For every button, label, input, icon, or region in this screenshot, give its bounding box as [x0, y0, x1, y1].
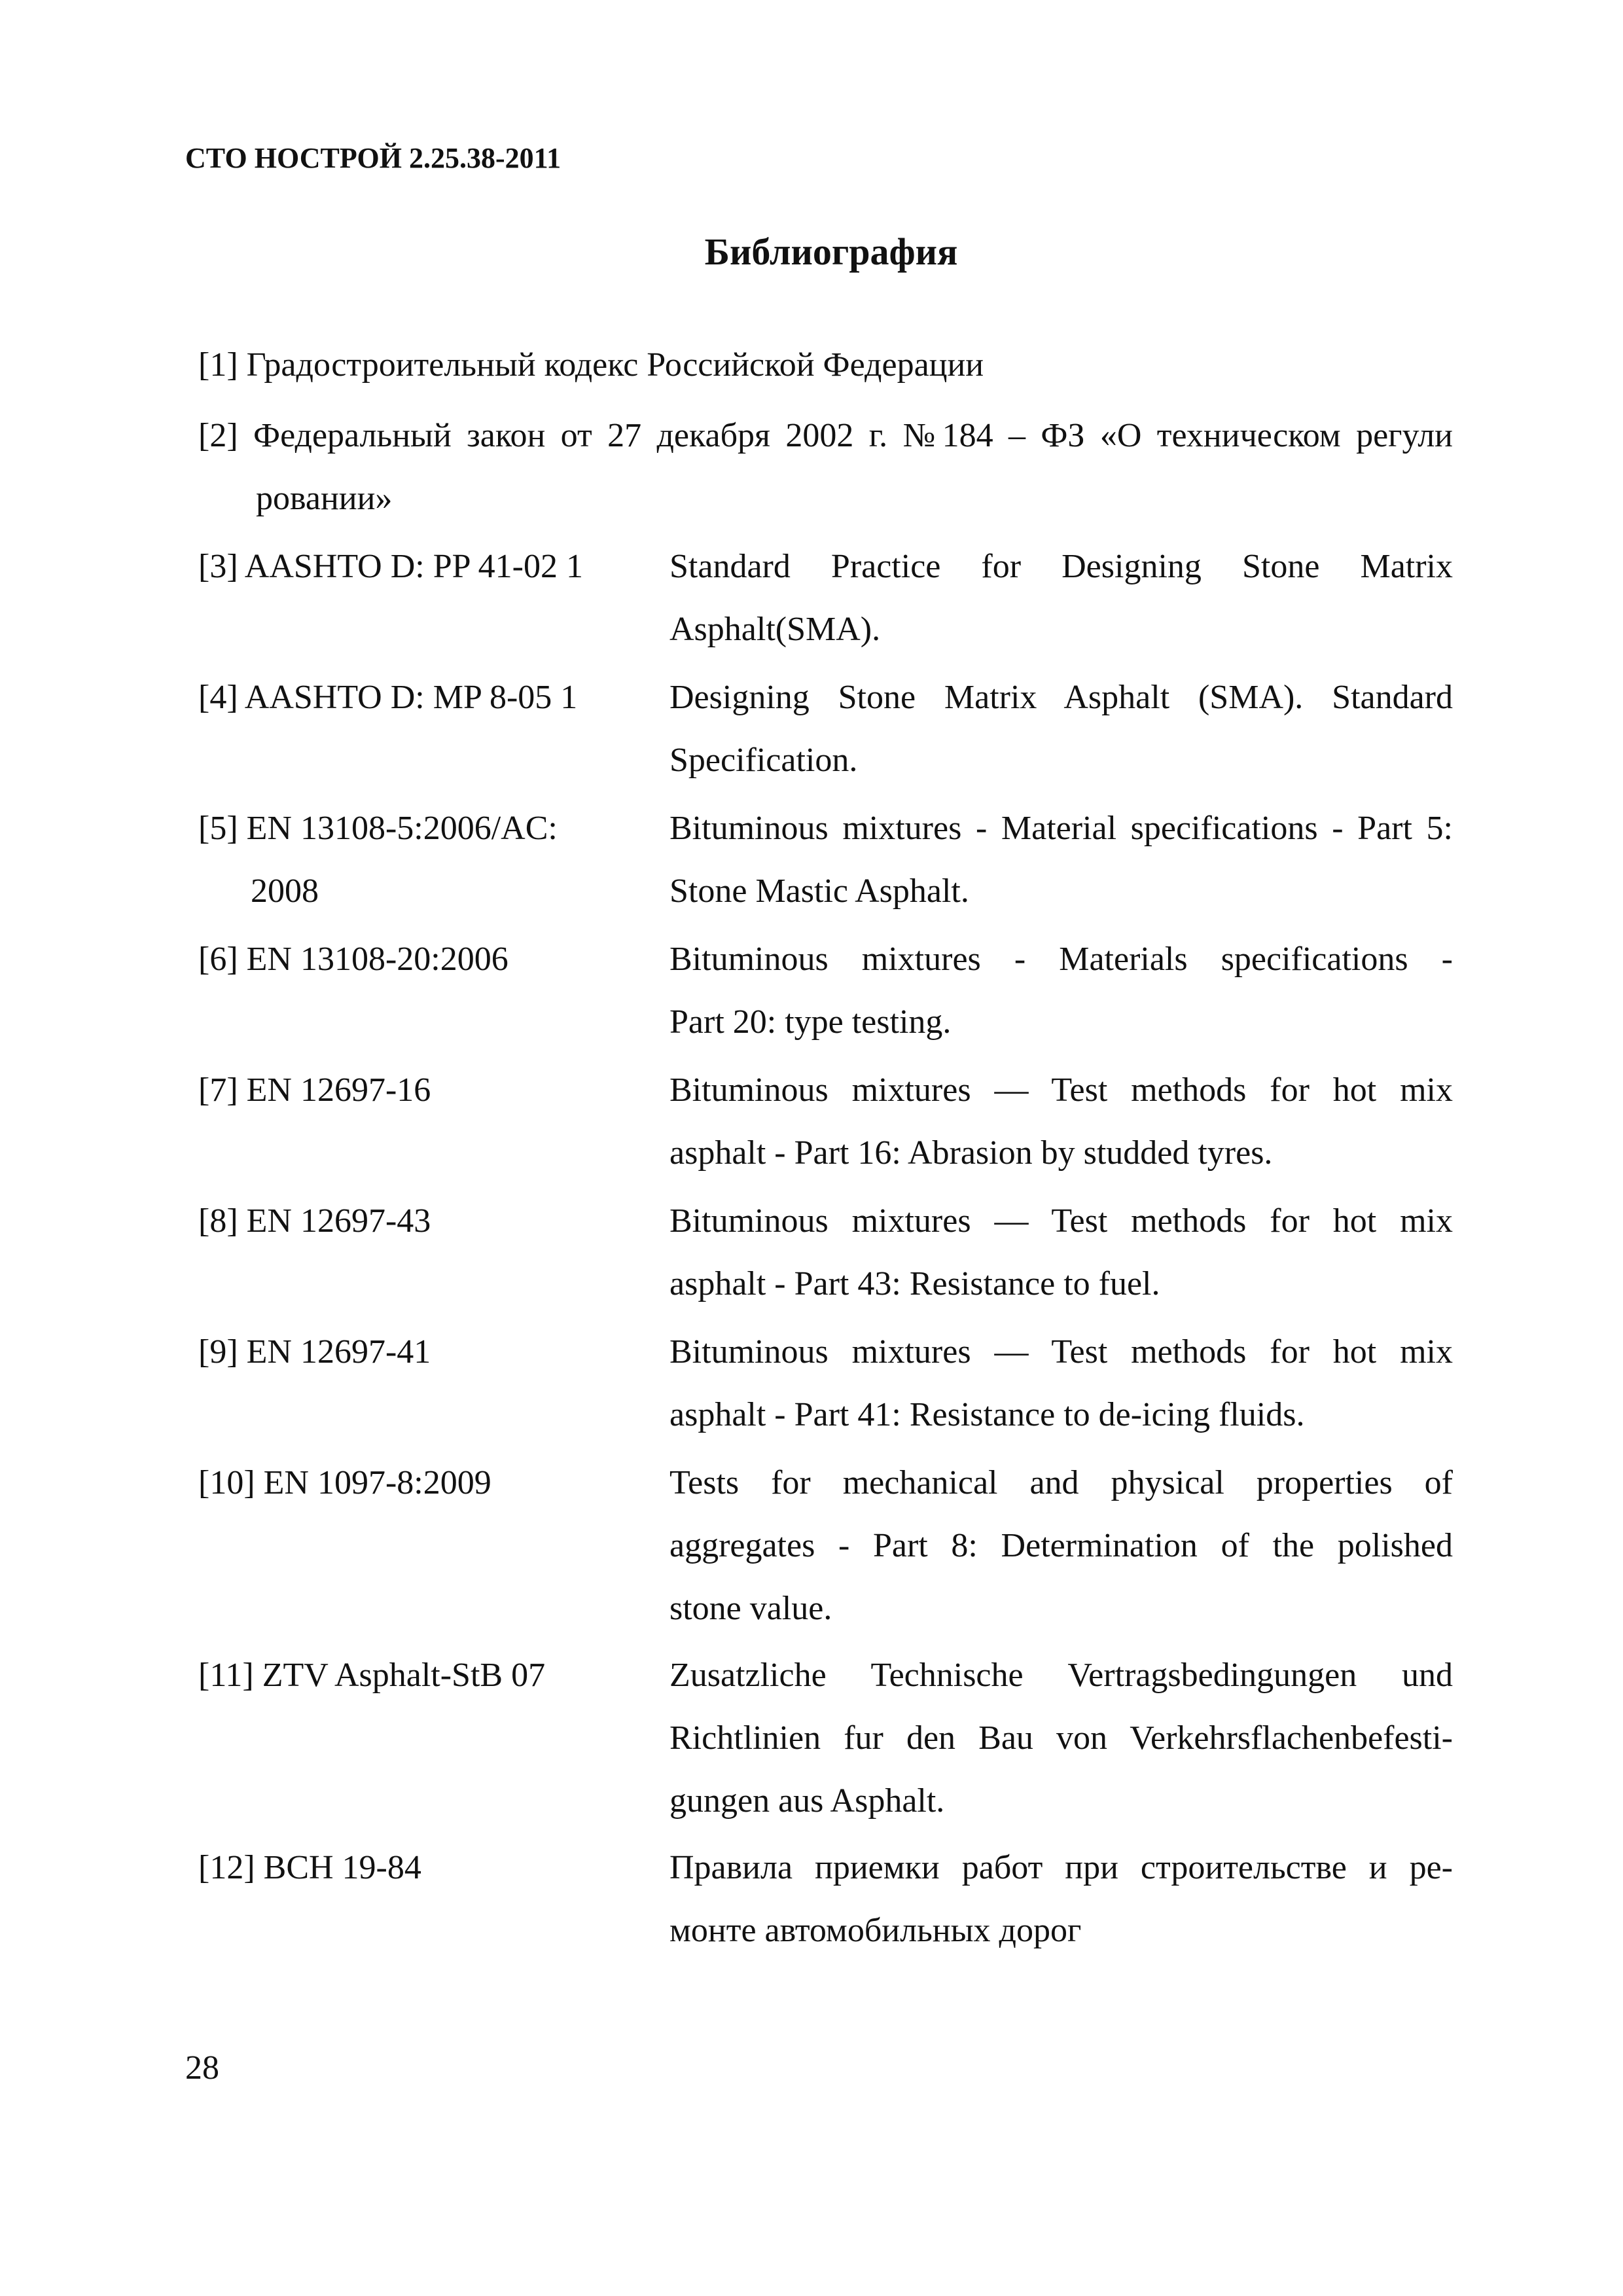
entry-text-line-2: ровании»	[256, 480, 393, 517]
description-line: Bituminous mixtures — Test methods for hot mix	[669, 1333, 1453, 1371]
description-line: Bituminous mixtures — Test methods for hot mix	[669, 1071, 1453, 1109]
reference-code-line: [10] EN 1097-8:2009	[198, 1464, 491, 1501]
reference-code-line: [4] AASHTO D: MP 8-05 1	[198, 679, 578, 716]
reference-description	[669, 1059, 1453, 1185]
reference-description	[669, 1190, 1453, 1316]
description-line: Bituminous mixtures - Materials specifications -	[669, 941, 1453, 978]
page-number: 28	[185, 2049, 219, 2087]
description-line: Tests for mechanical and physical properties of	[669, 1464, 1453, 1501]
description-line: aggregates - Part 8: Determination of the polished	[669, 1527, 1453, 1564]
reference-code-line: [9] EN 12697-41	[198, 1333, 431, 1371]
entry-text: [1] Градостроительный кодекс Российской Федерации	[198, 346, 984, 384]
reference-code	[198, 666, 656, 729]
reference-code-line: [5] EN 13108-5:2006/AC:	[198, 810, 558, 847]
reference-description	[669, 1452, 1453, 1640]
reference-description	[669, 666, 1453, 792]
page-title: Библиография	[704, 230, 958, 273]
description-line: Stone Mastic Asphalt.	[669, 872, 969, 910]
reference-description	[669, 797, 1453, 923]
description-line: Bituminous mixtures — Test methods for hot mix	[669, 1202, 1453, 1240]
reference-description	[669, 1644, 1453, 1833]
description-line: stone value.	[669, 1590, 832, 1627]
reference-code-line: 2008	[251, 872, 319, 910]
description-line: Standard Practice for Designing Stone Matrix	[669, 548, 1453, 585]
description-line: asphalt - Part 43: Resistance to fuel.	[669, 1265, 1160, 1302]
reference-code-line: [8] EN 12697-43	[198, 1202, 431, 1240]
reference-code-line: [11] ZTV Asphalt-StB 07	[198, 1657, 546, 1694]
description-line: Zusatzliche Technische Vertragsbedingungen und	[669, 1657, 1453, 1694]
reference-description	[669, 1321, 1453, 1446]
description-line: Designing Stone Matrix Asphalt (SMA). Standard	[669, 679, 1453, 716]
reference-code	[198, 535, 656, 598]
reference-code	[198, 1837, 656, 1899]
reference-code-line: [7] EN 12697-16	[198, 1071, 431, 1109]
description-line: gungen aus Asphalt.	[669, 1782, 945, 1820]
description-line: монте автомобильных дорог	[669, 1912, 1082, 1949]
description-line: Part 20: type testing.	[669, 1003, 952, 1041]
reference-code	[198, 1644, 656, 1707]
reference-code	[198, 1321, 656, 1384]
reference-code	[198, 928, 656, 991]
reference-code	[198, 1190, 656, 1253]
entry-text-line-1: [2] Федеральный закон от 27 декабря 2002 г. №184 – ФЗ «О техническом регули	[198, 417, 1453, 454]
reference-code	[198, 797, 656, 923]
description-line: asphalt - Part 16: Abrasion by studded tyres.	[669, 1134, 1273, 1172]
reference-code	[198, 1452, 656, 1515]
reference-description	[669, 535, 1453, 661]
description-line: Asphalt(SMA).	[669, 611, 881, 648]
bibliography-entry-1	[198, 334, 1453, 397]
reference-description	[669, 928, 1453, 1054]
reference-description	[669, 1837, 1453, 1962]
reference-code-line: [6] EN 13108-20:2006	[198, 941, 508, 978]
description-line: Specification.	[669, 742, 858, 779]
description-line: asphalt - Part 41: Resistance to de-icing fluids.	[669, 1396, 1305, 1433]
description-line: Bituminous mixtures - Material specifications - Part 5:	[669, 810, 1453, 847]
description-line: Richtlinien fur den Bau von Verkehrsflachenbefesti-	[669, 1719, 1453, 1757]
document-code-header: СТО НОСТРОЙ 2.25.38-2011	[185, 142, 562, 174]
reference-code-line: [12] ВСН 19-84	[198, 1849, 421, 1886]
bibliography-entry-2	[198, 404, 1453, 530]
reference-code	[198, 1059, 656, 1122]
reference-code-line: [3] AASHTO D: PP 41-02 1	[198, 548, 583, 585]
description-line: Правила приемки работ при строительстве и ре-	[669, 1849, 1453, 1886]
